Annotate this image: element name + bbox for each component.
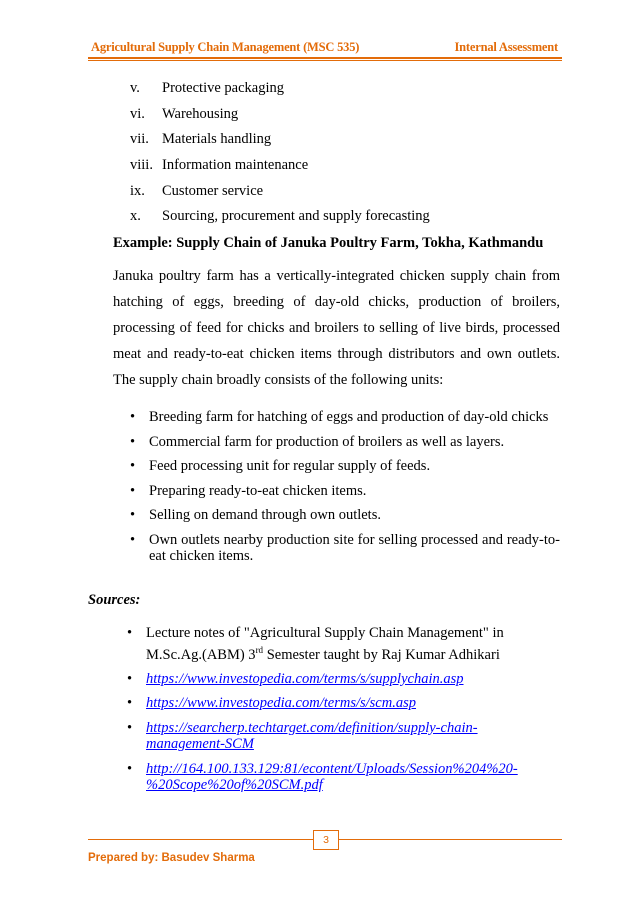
lecture-notes-text-end: Semester taught by Raj Kumar Adhikari [263,646,500,663]
list-item [130,507,560,524]
bullet-icon: • [127,670,133,687]
bullet-icon: • [130,507,136,523]
item-text: Protective packaging [162,80,284,96]
list-item [130,409,560,426]
item-text: Warehousing [162,105,239,122]
header-assessment: Internal Assessment [454,40,558,54]
source-item [127,761,532,794]
ordinal-suffix: rd [255,644,264,655]
source-item [127,671,532,688]
bullet-icon: • [130,458,136,474]
item-number: x. [130,208,141,225]
item-text: Sourcing, procurement and supply forecasting [162,208,430,225]
unit-text: Breeding farm for hatching of eggs and production of day-old chicks [149,409,549,425]
list-item [130,434,560,451]
example-paragraph: Januka poultry farm has a vertically-integrated chicken supply chain from hatching of eggs, breeding of day-old chicks, production of broilers, processing of feed for chicks and broilers to selling of live birds, processed meat and ready-to-eat chicken items through distributors and own outlets. The supply chain broadly consists of the following units: [113,268,560,388]
bullet-icon: • [130,531,136,548]
item-number: viii. [130,157,153,174]
source-item [127,695,532,712]
bullet-icon: • [130,433,136,450]
bullet-icon: • [130,409,136,425]
item-text: Materials handling [162,131,272,148]
bullet-icon: • [130,482,136,499]
unit-text: Preparing ready-to-eat chicken items. [149,482,367,499]
bullet-icon: • [127,695,133,712]
list-item [130,532,560,565]
unit-text: Selling on demand through own outlets. [149,507,381,523]
item-text: Information maintenance [162,157,309,174]
source-item [127,625,532,663]
bullet-icon: • [127,760,133,777]
header-title: Agricultural Supply Chain Management (MSC 535) [91,40,360,54]
bullet-icon: • [127,719,133,736]
header-rule-thin [88,60,562,61]
sources-heading: Sources: [88,592,141,608]
list-item [130,458,560,475]
source-link[interactable]: https://www.investopedia.com/terms/s/scm.asp [146,695,416,712]
bullet-icon: • [127,625,133,641]
lecture-notes-text: Lecture notes of "Agricultural Supply Chain Management" in M.Sc.Ag.(ABM) 3 [146,625,504,663]
page-number: 3 [313,830,339,850]
units-list [130,409,560,573]
source-link[interactable]: https://www.investopedia.com/terms/s/supplychain.asp [146,670,464,687]
item-number: v. [130,80,140,96]
list-item [130,483,560,500]
unit-text: Own outlets nearby production site for selling processed and ready-to-eat chicken items. [149,531,560,564]
source-link[interactable]: http://164.100.133.129:81/econtent/Uploads/Session%204%20-%20Scope%20of%20SCM.pdf [146,760,518,794]
sources-list [127,625,532,802]
header-rule [88,57,562,59]
source-item [127,720,532,753]
example-heading: Example: Supply Chain of Januka Poultry Farm, Tokha, Kathmandu [113,235,544,251]
item-text: Customer service [162,182,264,199]
item-number: vii. [130,131,149,148]
source-link[interactable]: https://searcherp.techtarget.com/definition/supply-chain-management-SCM [146,719,478,753]
item-number: vi. [130,105,145,122]
unit-text: Commercial farm for production of broilers as well as layers. [149,433,505,450]
prepared-by: Prepared by: Basudev Sharma [88,852,255,864]
item-number: ix. [130,182,145,199]
unit-text: Feed processing unit for regular supply of feeds. [149,458,431,474]
